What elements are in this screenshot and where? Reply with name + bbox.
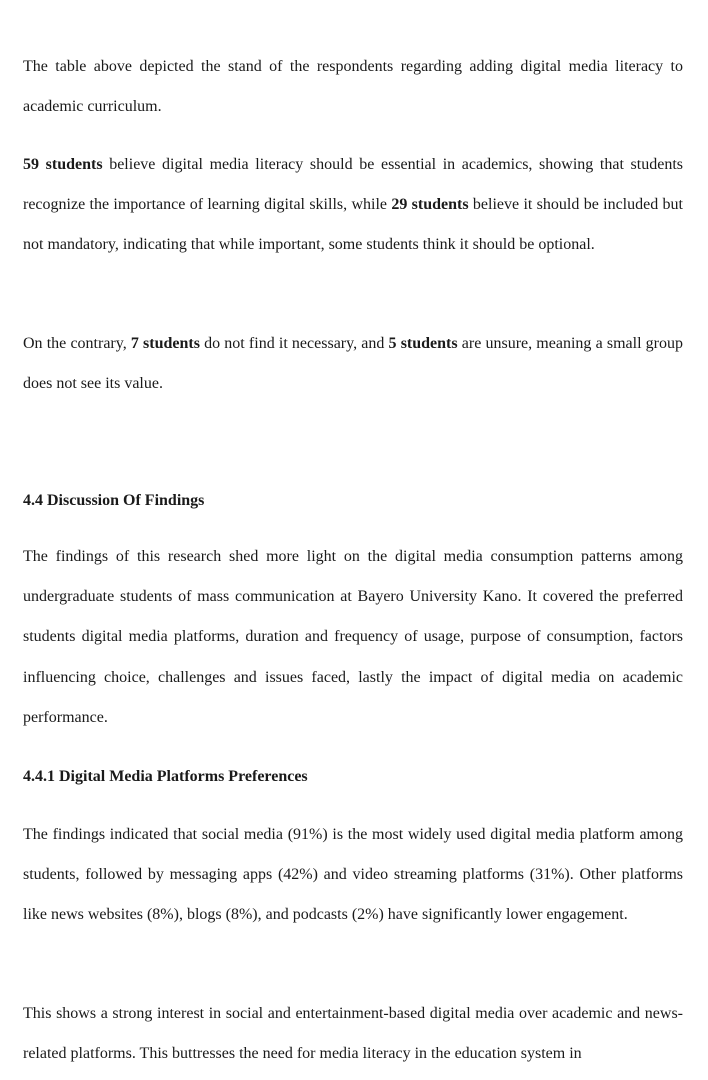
bold-count-59: 59 students — [23, 156, 103, 173]
paragraph-contrary — [23, 324, 683, 404]
paragraph-platforms: The findings indicated that social media (91%) is the most widely used digital media platform among students, followed by messaging apps (42%) and video streaming platforms (31%). Other platforms like news websites (8%), blogs (8%), and podcasts (2%) have significantly lower engagement. — [23, 826, 683, 924]
bold-count-7: 7 students — [130, 335, 200, 352]
paragraph-interest: This shows a strong interest in social and entertainment-based digital media over academic and news-related platforms. This buttresses the need for media literacy in the education system in — [23, 1005, 683, 1063]
paragraph-text: On the contrary, — [23, 335, 131, 352]
paragraph-text: are unsure, meaning a small group does not see its value. — [23, 335, 684, 393]
section-heading-platforms: 4.4.1 Digital Media Platforms Preferences — [23, 768, 308, 785]
paragraph-text: believe digital media literacy should be essential in academics, showing that students recognize the importance of learning digital skills, while — [23, 156, 684, 214]
paragraph-table-stand: The table above depicted the stand of the respondents regarding adding digital media literacy to academic curriculum. — [23, 58, 683, 116]
paragraph-discussion: The findings of this research shed more light on the digital media consumption patterns among undergraduate students of mass communication at Bayero University Kano. It covered the preferred students digital media platforms, duration and frequency of usage, purpose of consumption, factors influencing choice, challenges and issues faced, lastly the impact of digital media on academic performance. — [23, 548, 683, 726]
paragraph-text: do not find it necessary, and — [199, 335, 389, 352]
paragraph-text: believe it should be included but not mandatory, indicating that while important, some students think it should be optional. — [23, 196, 683, 254]
section-heading-discussion: 4.4 Discussion Of Findings — [23, 492, 205, 509]
bold-count-29: 29 students — [391, 196, 469, 214]
bold-count-5: 5 students — [388, 335, 458, 352]
paragraph-59-students — [23, 145, 683, 266]
